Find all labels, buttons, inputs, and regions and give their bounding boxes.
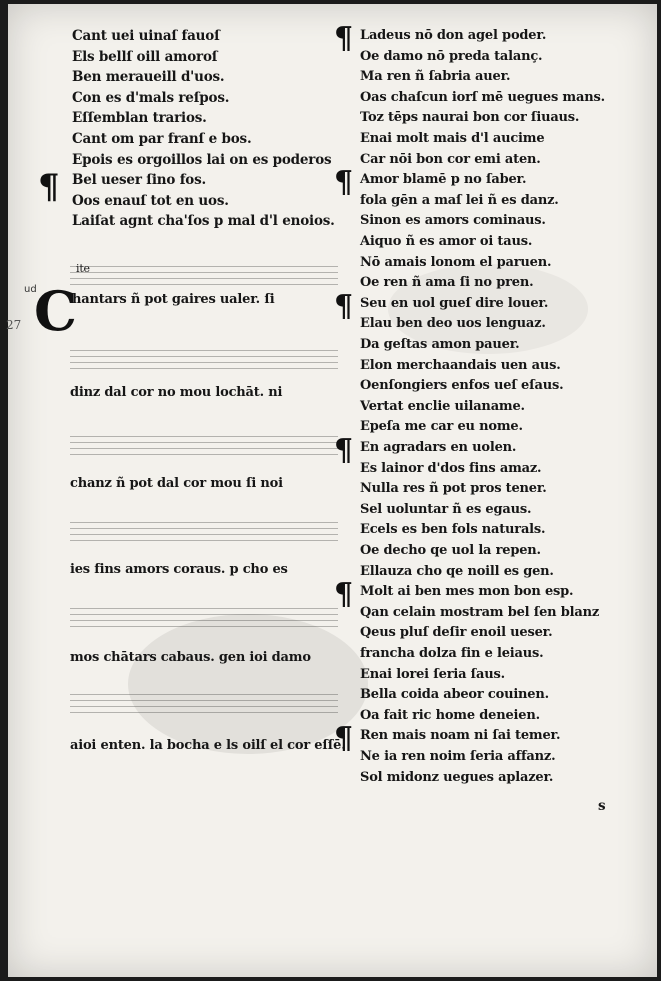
music-staff-line xyxy=(70,620,338,621)
verse-line: Toz tēps naurai bon cor ſiuaus. xyxy=(360,110,580,126)
music-staff-line xyxy=(70,522,338,523)
music-staff-line xyxy=(70,266,338,267)
music-staff-line xyxy=(70,626,338,627)
music-text-line: aioi enten. la bocha e ls oilſ el cor eſſē. xyxy=(70,738,346,753)
verse-line: Molt ai ben mes mon bon esp. xyxy=(360,584,574,600)
margin-note: ud xyxy=(24,284,37,295)
rubric-note: ite xyxy=(76,262,90,275)
music-staff-line xyxy=(70,608,338,609)
verse-line: Seu en uol gueſ dire louer. xyxy=(360,295,549,311)
verse-line: Qan celain mostram bel ſen blanz xyxy=(360,604,600,620)
paragraph-mark: ¶ xyxy=(334,721,354,757)
manuscript-page xyxy=(8,4,657,977)
music-staff-line xyxy=(70,694,338,695)
verse-line: Oenſongiers enfos ueſ eſaus. xyxy=(360,378,564,394)
music-staff-line xyxy=(70,528,338,529)
verse-line: Con es d'mals reſpos. xyxy=(72,89,230,106)
verse-line: Aiquo ñ es amor oi taus. xyxy=(360,234,533,249)
verse-line: Nulla res ñ pot pros tener. xyxy=(360,481,547,497)
music-staff-line xyxy=(70,368,338,369)
verse-line: Vertat enclie uilaname. xyxy=(360,398,525,414)
music-staff-line xyxy=(70,284,338,285)
verse-line: Oe ren ñ ama ſi no pren. xyxy=(360,275,534,291)
verse-line: Laiſat agnt cha'ſos p mal d'l enoios. xyxy=(72,213,335,230)
verse-line: Nō amais lonom el paruen. xyxy=(360,254,552,270)
verse-line: Enai molt mais d'l aucime xyxy=(360,131,545,146)
verse-line: En agradars en uolen. xyxy=(360,440,517,455)
music-staff-line xyxy=(70,454,338,455)
verse-line: Es lainor d'dos fins amaz. xyxy=(360,460,542,476)
music-text-line: ies fins amors coraus. p cho es xyxy=(70,562,288,577)
verse-line: Oa fait ric home deneien. xyxy=(360,707,540,723)
paragraph-mark: ¶ xyxy=(334,165,354,201)
verse-line: Cant om par franſ e bos. xyxy=(72,131,252,147)
verse-line: francha dolza fin e leiaus. xyxy=(360,646,544,661)
verse-line: Els bellſ oill amoroſ xyxy=(72,48,218,65)
verse-line: Epois es orgoillos lai on es poderos xyxy=(72,151,332,168)
end-mark: s xyxy=(598,798,606,814)
verse-line: Ma ren ñ ſabria auer. xyxy=(360,69,511,85)
verse-line: Ne ia ren noim ſeria affanz. xyxy=(360,749,556,764)
paragraph-mark: ¶ xyxy=(334,577,354,613)
verse-line: Epeſa me car eu nome. xyxy=(360,419,523,435)
verse-line: Elau ben deo uos lenguaz. xyxy=(360,316,546,332)
verse-line: Amor blamē p no ſaber. xyxy=(360,172,527,188)
verse-line: fola gēn a maſ lei ñ es danz. xyxy=(360,192,559,208)
music-staff-line xyxy=(70,448,338,449)
verse-line: Ellauza cho qe noill es gen. xyxy=(360,563,554,579)
verse-line: Sol midonz uegues aplazer. xyxy=(360,769,554,785)
music-text-line: mos chātars cabaus. gen ioi damo xyxy=(70,650,311,665)
music-staff-line xyxy=(70,356,338,357)
music-staff-line xyxy=(70,614,338,615)
music-staff-line xyxy=(70,706,338,707)
verse-line: Oe damo nō preda talanç. xyxy=(360,48,543,64)
verse-line: Sinon es amors cominaus. xyxy=(360,213,546,229)
decorated-initial: C xyxy=(34,279,77,343)
music-staff-line xyxy=(70,534,338,535)
paragraph-mark: ¶ xyxy=(334,288,354,324)
music-staff-line xyxy=(70,272,338,273)
paragraph-mark: ¶ xyxy=(38,167,60,207)
verse-line: Oos enauſ tot en uos. xyxy=(72,192,229,209)
verse-line: Bel ueser ſino fos. xyxy=(72,172,207,189)
verse-line: Eſſemblan trarios. xyxy=(72,110,207,127)
verse-line: Cant uei uinaſ fauoſ xyxy=(72,28,220,44)
music-staff-line xyxy=(70,436,338,437)
music-staff-line xyxy=(70,540,338,541)
verse-line: Enai lorei ſeria ſaus. xyxy=(360,666,505,682)
folio-mark: 27 xyxy=(6,318,22,332)
verse-line: Qeus pluſ deſir enoil ueser. xyxy=(360,625,553,641)
music-text-line: dinz dal cor no mou lochāt. ni xyxy=(70,385,283,400)
verse-line: Ladeus nō don agel poder. xyxy=(360,28,547,43)
music-staff-line xyxy=(70,700,338,701)
verse-line: Bella coida abeor couinen. xyxy=(360,687,549,703)
verse-line: Ben meraueill d'uos. xyxy=(72,69,225,86)
verse-line: Sel uoluntar ñ es egaus. xyxy=(360,501,532,517)
verse-line: Oas chaſcun iorſ mē uegues mans. xyxy=(360,89,605,105)
paragraph-mark: ¶ xyxy=(334,21,354,56)
music-staff-line xyxy=(70,712,338,713)
music-staff-line xyxy=(70,442,338,443)
paragraph-mark: ¶ xyxy=(334,433,354,468)
music-staff-line xyxy=(70,362,338,363)
verse-line: Elon merchaandais uen aus. xyxy=(360,357,561,373)
music-text-line: hantars ñ pot gaires ualer. ſi xyxy=(72,292,275,307)
verse-line: Oe decho qe uol la repen. xyxy=(360,543,541,558)
verse-line: Ecels es ben fols naturals. xyxy=(360,522,546,538)
music-text-line: chanz ñ pot dal cor mou ſi noi xyxy=(70,476,283,491)
page-stain xyxy=(128,614,368,757)
verse-line: Ren mais noam ni ſai temer. xyxy=(360,728,561,744)
verse-line: Da geſtas amon pauer. xyxy=(360,337,520,352)
music-staff-line xyxy=(70,278,338,279)
music-staff-line xyxy=(70,350,338,351)
verse-line: Car nōi bon cor emi aten. xyxy=(360,151,541,167)
